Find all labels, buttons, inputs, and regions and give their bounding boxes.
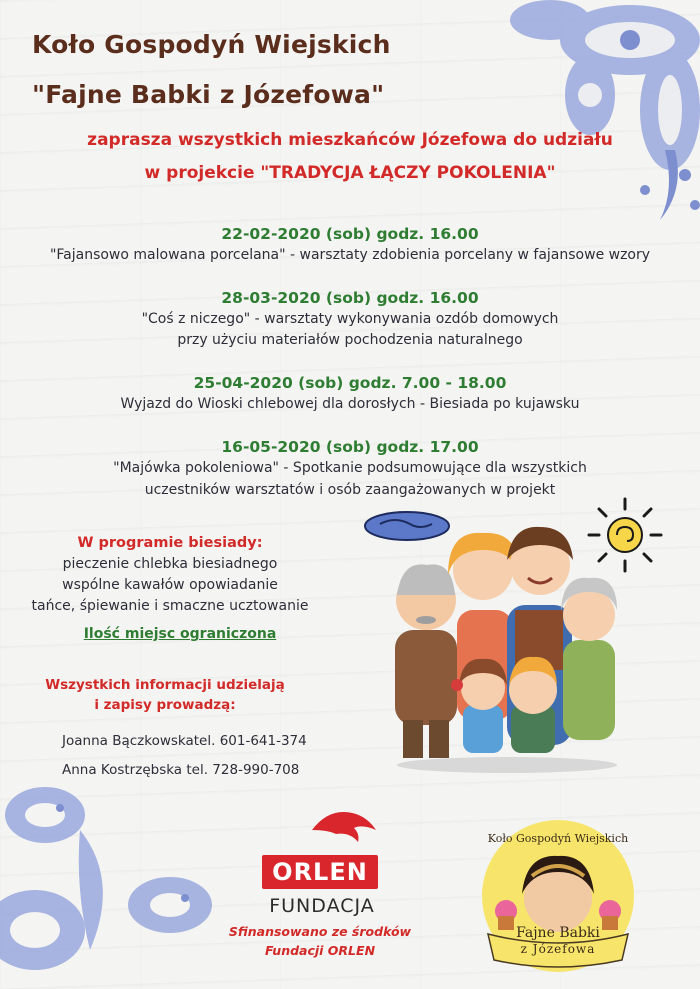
org-name-line2: "Fajne Babki z Józefowa" <box>32 80 385 109</box>
event-date: 25-04-2020 (sob) godz. 7.00 - 18.00 <box>193 374 507 392</box>
club-logo-ribbon: z Józefowa <box>520 942 596 956</box>
program-item: wspólne kawałów opowiadanie <box>62 577 278 593</box>
program-item: pieczenie chlebka biesiadnego <box>62 556 278 572</box>
contact-heading: Wszystkich informacji udzielają <box>45 677 285 693</box>
club-logo-arc-text: Koło Gospodyń Wiejskich <box>487 832 629 845</box>
event-date: 16-05-2020 (sob) godz. 17.00 <box>221 438 479 456</box>
folk-flower-decoration <box>430 0 700 230</box>
event-description: "Majówka pokoleniowa" - Spotkanie podsumowujące dla wszystkich <box>113 460 587 476</box>
event-description: uczestników warsztatów i osób zaangażowanych w projekt <box>144 482 556 498</box>
family-illustration <box>385 520 630 775</box>
invite-line1: zaprasza wszystkich mieszkańców Józefowa do udziału <box>87 130 613 150</box>
club-logo-ribbon: Fajne Babki <box>516 925 600 941</box>
orlen-fundacja: FUNDACJA <box>269 895 375 917</box>
funding-note: Sfinansowano ze środków <box>228 924 412 939</box>
funding-note: Fundacji ORLEN <box>264 943 376 958</box>
contact-person: Anna Kostrzębska tel. 728-990-708 <box>62 762 300 778</box>
contact-heading: i zapisy prowadzą: <box>94 697 236 713</box>
program-heading: W programie biesiady: <box>77 535 263 551</box>
event-date: 22-02-2020 (sob) godz. 16.00 <box>221 225 479 243</box>
event-description: przy użyciu materiałów pochodzenia naturalnego <box>177 332 523 348</box>
event-date: 28-03-2020 (sob) godz. 16.00 <box>221 289 479 307</box>
orlen-eagle-icon <box>310 808 378 852</box>
contact-person: Joanna Bączkowskatel. 601-641-374 <box>62 733 307 749</box>
event-description: Wyjazd do Wioski chlebowej dla dorosłych - Biesiada po kujawsku <box>120 396 580 412</box>
folk-birds-decoration <box>0 770 240 989</box>
event-description: "Fajansowo malowana porcelana" - warsztaty zdobienia porcelany w fajansowe wzory <box>49 247 651 263</box>
limited-seats-note: Ilość miejsc ograniczona <box>83 626 277 642</box>
org-name-line1: Koło Gospodyń Wiejskich <box>32 30 391 59</box>
event-description: "Coś z niczego" - warsztaty wykonywania ozdób domowych <box>141 311 559 327</box>
orlen-brand: ORLEN <box>272 858 368 886</box>
invite-line2: w projekcie "TRADYCJA ŁĄCZY POKOLENIA" <box>144 163 556 183</box>
program-item: tańce, śpiewanie i smaczne ucztowanie <box>31 598 309 614</box>
